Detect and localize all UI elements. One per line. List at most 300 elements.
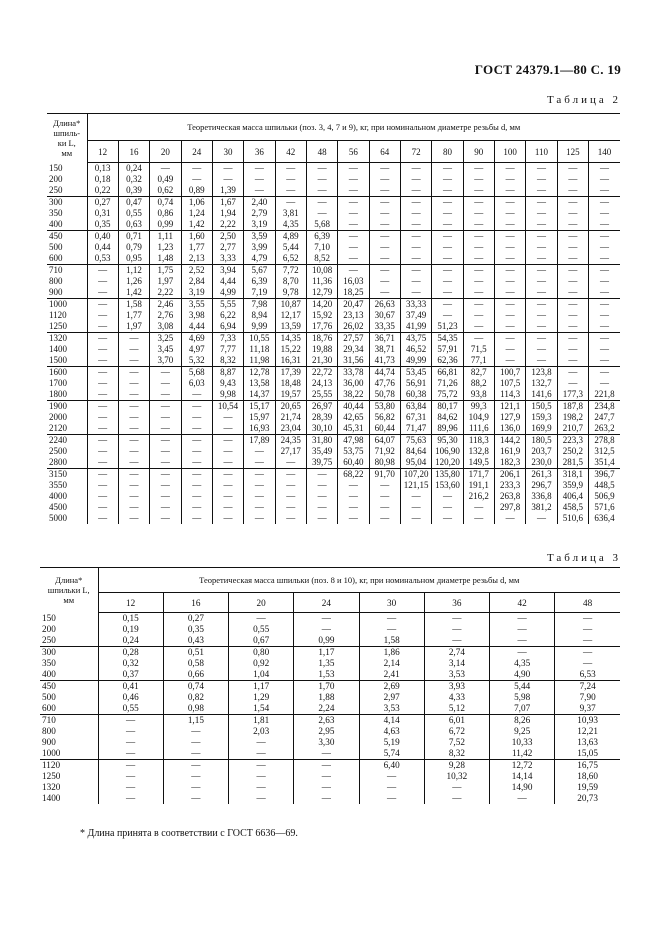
mass-cell: 234,8 <box>594 401 615 411</box>
mass-cell: — <box>369 502 400 513</box>
mass-cell: — <box>463 231 494 243</box>
mass-cell: 10,55 <box>244 333 275 345</box>
mass-cell: — <box>87 446 118 457</box>
mass-cell: 60,44 <box>369 423 400 435</box>
mass-cell: — <box>557 333 588 345</box>
mass-cell: — <box>338 197 369 209</box>
mass-cell: 141,6 <box>526 389 557 401</box>
mass-cell: 0,24 <box>118 163 149 175</box>
mass-cell: 6,94 <box>212 321 243 333</box>
mass-cell: 53,80 <box>369 401 400 413</box>
mass-cell: — <box>424 782 489 793</box>
mass-cell: — <box>150 435 181 447</box>
mass-cell: — <box>600 333 609 343</box>
mass-cell: — <box>600 197 609 207</box>
mass-cell: — <box>275 513 306 524</box>
mass-cell: 107,20 <box>400 469 431 481</box>
mass-cell: 6,03 <box>181 378 212 389</box>
mass-cell: — <box>181 446 212 457</box>
mass-cell: — <box>87 378 118 389</box>
mass-cell: 2,22 <box>212 219 243 231</box>
length-cell: 1700 <box>47 378 87 389</box>
mass-cell: 8,32 <box>424 748 489 760</box>
mass-cell: 64,07 <box>369 435 400 447</box>
mass-cell: 2,97 <box>359 692 424 703</box>
mass-cell: — <box>494 333 525 345</box>
mass-header: Теоретическая масса шпильки (поз. 8 и 10), кг, при номинальном диаметре резьбы d, мм <box>98 568 620 593</box>
mass-cell: 89,96 <box>432 423 463 435</box>
diameter-header: 42 <box>490 593 555 613</box>
mass-cell: — <box>583 647 593 657</box>
length-cell: 300 <box>40 647 98 659</box>
mass-cell: 3,94 <box>212 265 243 277</box>
mass-cell: 1,94 <box>212 208 243 219</box>
mass-cell: 22,72 <box>306 367 337 379</box>
mass-cell: 121,15 <box>400 480 431 491</box>
mass-cell: 60,40 <box>338 457 369 469</box>
mass-cell: 12,17 <box>275 310 306 321</box>
mass-cell: 0,44 <box>87 242 118 253</box>
mass-cell: — <box>432 299 463 311</box>
mass-cell: — <box>400 231 431 243</box>
diameter-header: 20 <box>150 141 181 163</box>
mass-cell: — <box>87 367 118 379</box>
mass-cell: 42,65 <box>338 412 369 423</box>
mass-cell: — <box>400 265 431 277</box>
mass-cell: — <box>432 208 463 219</box>
table-row <box>47 491 620 502</box>
mass-cell: 14,35 <box>275 333 306 345</box>
mass-cell: — <box>118 333 149 345</box>
mass-cell: 0,55 <box>118 208 149 219</box>
mass-cell: 1,88 <box>294 692 359 703</box>
mass-cell: — <box>557 185 588 197</box>
table-row <box>40 771 620 782</box>
mass-cell: — <box>359 771 424 782</box>
mass-cell: — <box>244 163 275 175</box>
diameter-header: 48 <box>555 593 620 613</box>
length-cell: 2800 <box>47 457 87 469</box>
mass-cell: 10,08 <box>306 265 337 277</box>
mass-cell: 3,33 <box>212 253 243 265</box>
mass-cell: — <box>118 367 149 379</box>
mass-cell: 1,35 <box>294 658 359 669</box>
mass-cell: — <box>87 299 118 311</box>
mass-cell: 1,67 <box>212 197 243 209</box>
mass-cell: 0,22 <box>87 185 118 197</box>
mass-cell: 18,76 <box>306 333 337 345</box>
mass-cell: 50,78 <box>369 389 400 401</box>
table-row <box>47 219 620 231</box>
mass-cell: — <box>181 491 212 502</box>
length-cell: 200 <box>47 174 87 185</box>
mass-cell: 1,29 <box>229 692 294 703</box>
mass-cell: 41,73 <box>369 355 400 367</box>
mass-cell: — <box>118 480 149 491</box>
table-row <box>47 321 620 333</box>
mass-cell: 84,64 <box>400 446 431 457</box>
length-cell: 1320 <box>47 333 87 345</box>
mass-cell: 75,72 <box>432 389 463 401</box>
mass-cell: — <box>244 174 275 185</box>
mass-cell: 2,14 <box>359 658 424 669</box>
mass-cell: — <box>600 174 609 184</box>
mass-cell: 0,89 <box>181 185 212 197</box>
mass-cell: — <box>87 502 118 513</box>
mass-cell: 63,84 <box>400 401 431 413</box>
mass-cell: — <box>338 513 369 524</box>
mass-cell: 31,56 <box>338 355 369 367</box>
length-cell: 800 <box>47 276 87 287</box>
mass-cell: 1,77 <box>118 310 149 321</box>
mass-cell: — <box>494 253 525 265</box>
mass-cell: 1,75 <box>150 265 181 277</box>
mass-cell: 571,6 <box>594 502 615 512</box>
table-row <box>47 242 620 253</box>
diameter-header: 64 <box>369 141 400 163</box>
mass-cell: — <box>118 513 149 524</box>
mass-cell: 206,1 <box>494 469 525 481</box>
table-row <box>47 502 620 513</box>
mass-cell: — <box>98 726 163 737</box>
table-row <box>47 299 620 311</box>
mass-cell: — <box>589 219 621 231</box>
mass-cell: 118,3 <box>463 435 494 447</box>
table-row <box>47 469 620 481</box>
mass-cell: — <box>150 412 181 423</box>
mass-cell: — <box>494 185 525 197</box>
table-row <box>47 412 620 423</box>
mass-cell: — <box>369 163 400 175</box>
length-cell: 5000 <box>47 513 87 524</box>
mass-cell: — <box>229 737 294 748</box>
length-cell: 4000 <box>47 491 87 502</box>
mass-cell: — <box>526 333 557 345</box>
mass-cell: — <box>98 737 163 748</box>
mass-cell: 33,35 <box>369 321 400 333</box>
mass-cell: — <box>600 299 609 309</box>
mass-cell: 13,58 <box>244 378 275 389</box>
mass-cell: 1,70 <box>294 681 359 693</box>
mass-cell: — <box>600 163 609 173</box>
diameter-header: 12 <box>87 141 118 163</box>
mass-cell: — <box>163 748 228 760</box>
table2-caption: Таблица 2 <box>546 94 621 106</box>
mass-cell: — <box>275 185 306 197</box>
mass-cell: — <box>87 401 118 413</box>
mass-cell: 10,33 <box>490 737 555 748</box>
mass-cell: 2,22 <box>150 287 181 299</box>
mass-cell: — <box>526 276 557 287</box>
mass-cell: — <box>338 242 369 253</box>
mass-cell: 4,44 <box>181 321 212 333</box>
mass-cell: 4,99 <box>212 287 243 299</box>
mass-cell: 8,94 <box>244 310 275 321</box>
mass-cell: 0,37 <box>98 669 163 681</box>
mass-cell: 1,06 <box>181 197 212 209</box>
mass-cell: — <box>583 624 593 634</box>
length-cell: 800 <box>40 726 98 737</box>
mass-cell: 210,7 <box>557 423 588 435</box>
mass-cell: 2,24 <box>294 703 359 715</box>
mass-cell: 3,55 <box>181 299 212 311</box>
mass-cell: 3,70 <box>150 355 181 367</box>
mass-cell: 135,80 <box>432 469 463 481</box>
length-cell: 200 <box>40 624 98 635</box>
mass-cell: 4,63 <box>359 726 424 737</box>
diameter-header: 24 <box>181 141 212 163</box>
mass-cell: 40,44 <box>338 401 369 413</box>
mass-cell: 12,78 <box>244 367 275 379</box>
mass-cell: 9,28 <box>424 760 489 772</box>
mass-cell: — <box>294 771 359 782</box>
mass-cell: 8,70 <box>275 276 306 287</box>
mass-cell: — <box>400 276 431 287</box>
mass-cell: 263,8 <box>494 491 525 502</box>
table-row <box>40 715 620 727</box>
table-row <box>40 658 620 669</box>
table-row <box>40 635 620 647</box>
mass-cell: 2,69 <box>359 681 424 693</box>
table-row <box>47 174 620 185</box>
mass-cell: 26,02 <box>338 321 369 333</box>
mass-cell: 18,60 <box>577 771 598 781</box>
mass-cell: 0,95 <box>118 253 149 265</box>
mass-cell: 114,3 <box>494 389 525 401</box>
mass-cell: — <box>212 435 243 447</box>
mass-cell: 66,81 <box>432 367 463 379</box>
mass-cell: — <box>98 715 163 727</box>
mass-cell: — <box>494 231 525 243</box>
mass-cell: — <box>369 287 400 299</box>
length-cell: 600 <box>47 253 87 265</box>
mass-cell: — <box>294 748 359 760</box>
mass-cell: — <box>369 513 400 524</box>
mass-cell: 2,79 <box>244 208 275 219</box>
mass-cell: — <box>557 299 588 311</box>
mass-cell: — <box>526 174 557 185</box>
length-cell: 1400 <box>40 793 98 804</box>
mass-cell: 60,38 <box>400 389 431 401</box>
mass-cell: 47,76 <box>369 378 400 389</box>
mass-cell: — <box>557 174 588 185</box>
mass-cell: 18,25 <box>338 287 369 299</box>
length-header-line: мм <box>63 595 75 606</box>
mass-cell: 2,40 <box>244 197 275 209</box>
length-cell: 500 <box>47 242 87 253</box>
mass-cell: — <box>400 287 431 299</box>
mass-cell: 136,0 <box>494 423 525 435</box>
mass-cell: 15,05 <box>555 748 620 760</box>
length-cell: 1900 <box>47 401 87 413</box>
mass-cell: 1,54 <box>229 703 294 715</box>
mass-cell: 11,18 <box>244 344 275 355</box>
diameter-header: 42 <box>275 141 306 163</box>
mass-cell: — <box>87 355 118 367</box>
mass-cell: — <box>432 197 463 209</box>
table-row <box>47 355 620 367</box>
mass-cell: — <box>494 355 525 367</box>
mass-cell: — <box>181 163 212 175</box>
mass-cell: — <box>275 469 306 481</box>
table-row <box>40 692 620 703</box>
mass-cell: 1,53 <box>294 669 359 681</box>
mass-cell: 3,19 <box>181 287 212 299</box>
mass-cell: — <box>494 219 525 231</box>
table-row <box>47 344 620 355</box>
mass-cell: 62,36 <box>432 355 463 367</box>
mass-cell: 20,47 <box>338 299 369 311</box>
mass-cell: — <box>244 502 275 513</box>
mass-cell: 56,91 <box>400 378 431 389</box>
mass-cell: 3,53 <box>359 703 424 715</box>
mass-cell: — <box>490 647 555 659</box>
mass-cell: 2,52 <box>181 265 212 277</box>
mass-cell: 80,17 <box>432 401 463 413</box>
mass-cell: — <box>555 635 620 647</box>
mass-cell: 0,99 <box>150 219 181 231</box>
mass-cell: — <box>87 333 118 345</box>
table-row <box>47 163 620 175</box>
mass-cell: 8,87 <box>212 367 243 379</box>
mass-cell: — <box>557 242 588 253</box>
table-row <box>40 748 620 760</box>
mass-cell: — <box>338 502 369 513</box>
length-cell: 1120 <box>47 310 87 321</box>
mass-cell: 36,71 <box>369 333 400 345</box>
diameter-header: 48 <box>306 141 337 163</box>
mass-cell: 336,8 <box>526 491 557 502</box>
mass-cell: — <box>494 344 525 355</box>
mass-cell: 0,24 <box>98 635 163 647</box>
mass-cell: 5,44 <box>490 681 555 693</box>
mass-cell: 12,72 <box>490 760 555 772</box>
mass-cell: 38,22 <box>338 389 369 401</box>
mass-cell: — <box>163 782 228 793</box>
mass-cell: 359,9 <box>557 480 588 491</box>
mass-cell: — <box>294 760 359 772</box>
mass-cell: — <box>526 355 557 367</box>
table-row <box>47 389 620 401</box>
table2 <box>47 113 620 524</box>
mass-cell: 104,9 <box>463 412 494 423</box>
mass-cell: — <box>494 265 525 277</box>
mass-cell: — <box>600 242 609 252</box>
mass-cell: — <box>369 219 400 231</box>
mass-cell: 0,18 <box>87 174 118 185</box>
mass-cell: — <box>338 480 369 491</box>
mass-cell: 71,92 <box>369 446 400 457</box>
table-row <box>40 681 620 693</box>
length-cell: 300 <box>47 197 87 209</box>
mass-cell: 13,59 <box>275 321 306 333</box>
length-cell: 450 <box>47 231 87 243</box>
mass-cell: 223,3 <box>557 435 588 447</box>
mass-cell: 132,8 <box>463 446 494 457</box>
mass-cell: — <box>557 231 588 243</box>
mass-cell: — <box>589 185 621 197</box>
mass-cell: — <box>369 480 400 491</box>
mass-cell: — <box>150 457 181 469</box>
mass-cell: — <box>294 793 359 804</box>
mass-cell: 0,46 <box>98 692 163 703</box>
mass-cell: — <box>181 174 212 185</box>
diameter-header: 16 <box>118 141 149 163</box>
mass-cell: 4,79 <box>244 253 275 265</box>
table-row <box>40 624 620 635</box>
mass-cell: — <box>212 446 243 457</box>
mass-cell: 28,39 <box>306 412 337 423</box>
mass-cell: 132,7 <box>526 378 557 389</box>
mass-cell: 11,98 <box>244 355 275 367</box>
mass-cell: — <box>589 321 621 333</box>
mass-cell: — <box>494 287 525 299</box>
mass-cell: — <box>306 185 337 197</box>
mass-cell: — <box>490 793 555 804</box>
mass-cell: 0,32 <box>98 658 163 669</box>
mass-cell: — <box>87 344 118 355</box>
mass-cell: — <box>118 423 149 435</box>
mass-cell: — <box>369 491 400 502</box>
mass-cell: — <box>229 782 294 793</box>
mass-cell: — <box>490 635 555 647</box>
mass-cell: 41,99 <box>400 321 431 333</box>
mass-cell: 6,39 <box>306 231 337 243</box>
mass-cell: — <box>526 310 557 321</box>
mass-cell: — <box>359 782 424 793</box>
mass-cell: — <box>150 163 181 175</box>
mass-cell: 2,76 <box>150 310 181 321</box>
mass-cell: 99,3 <box>463 401 494 413</box>
length-header-line: Длина* <box>53 118 81 129</box>
table-row <box>40 726 620 737</box>
mass-cell: 0,35 <box>163 624 228 635</box>
length-cell: 1800 <box>47 389 87 401</box>
mass-cell: — <box>526 265 557 277</box>
mass-cell: — <box>600 378 609 388</box>
mass-cell: — <box>87 389 118 401</box>
mass-cell: 45,31 <box>338 423 369 435</box>
mass-cell: — <box>494 299 525 311</box>
mass-cell: 1,17 <box>294 647 359 659</box>
mass-cell: — <box>275 163 306 175</box>
mass-cell: — <box>150 469 181 481</box>
length-cell: 1500 <box>47 355 87 367</box>
mass-cell: — <box>87 412 118 423</box>
mass-cell: 18,48 <box>275 378 306 389</box>
mass-cell: — <box>212 480 243 491</box>
mass-cell: — <box>306 469 337 481</box>
mass-cell: — <box>338 219 369 231</box>
mass-cell: 0,99 <box>294 635 359 647</box>
mass-cell: 2,41 <box>359 669 424 681</box>
mass-cell: 25,55 <box>306 389 337 401</box>
mass-cell: — <box>87 457 118 469</box>
mass-cell: 0,41 <box>98 681 163 693</box>
mass-cell: 247,7 <box>594 412 615 422</box>
mass-cell: 458,5 <box>557 502 588 513</box>
mass-cell: — <box>526 242 557 253</box>
table-row <box>40 793 620 804</box>
table3 <box>40 567 620 804</box>
length-cell: 3550 <box>47 480 87 491</box>
mass-cell: 84,62 <box>432 412 463 423</box>
mass-cell: — <box>557 219 588 231</box>
mass-cell: 23,04 <box>275 423 306 435</box>
mass-cell: — <box>306 513 337 524</box>
mass-cell: 2,46 <box>150 299 181 311</box>
mass-cell: — <box>359 624 424 635</box>
